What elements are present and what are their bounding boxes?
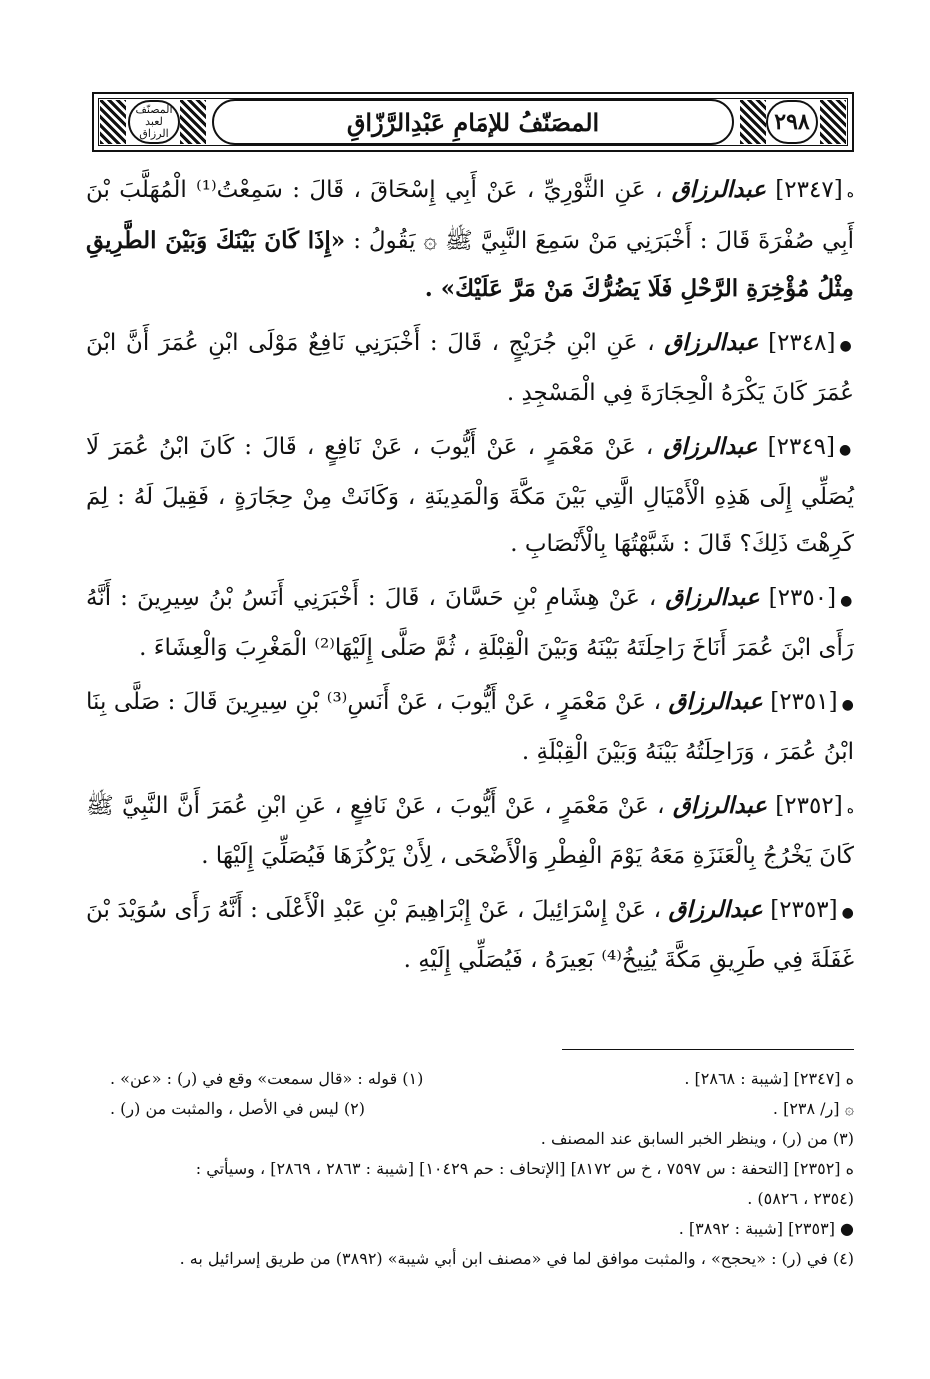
footnote: (٣) من (ر) ، وينظر الخبر السابق عند المصنف . — [540, 1129, 854, 1148]
hadith-number: [٢٣٤٧] — [775, 177, 843, 203]
hadith-text: ، عَنْ مَعْمَرٍ ، عَنْ أَيُّوبَ ، عَنْ أَنَسِ⁽³⁾ بْنِ سِيرِينَ قَالَ : صَلَّى بِنَا ابْنُ عُمَرَ ، وَرَاحِلَتُهُ بَيْنَهُ وَبَيْنَ الْقِبْلَةِ . — [86, 689, 854, 765]
hadith-marker: ● — [839, 442, 855, 458]
book-emblem: المصنّف لعبد الرزاق — [128, 100, 180, 144]
hadith-number: [٢٣٤٨] — [768, 330, 836, 356]
book-title: المصَنّفُ للإمَامِ عَبْدِالرَّزّاقِ — [212, 99, 734, 145]
ornament-pattern — [180, 100, 206, 144]
author-name: عبدالرزاق — [671, 176, 766, 203]
footnotes — [110, 1064, 854, 1274]
hadith-2347 — [86, 166, 854, 313]
author-name: عبدالرزاق — [668, 896, 763, 923]
hadith-number: [٢٣٥٠] — [768, 585, 837, 611]
footnote: ۞ [ر/ ٢٣٨] . — [772, 1099, 854, 1118]
hadith-marker: ● — [840, 593, 855, 609]
hadith-text: ، عَنْ مَعْمَرٍ ، عَنْ أَيُّوبَ ، عَنْ نَافِعٍ ، قَالَ : كَانَ ابْنُ عُمَرَ لَا يُصَلِّي إِلَى هَذِهِ الْأَمْيَالِ الَّتِي بَيْنَ مَكَّةَ وَالْمَدِينَةِ ، وَكَانَتْ مِنْ حِجَارَةٍ ، فَقِيلَ لَهُ : لِمَ كَرِهْتَ ذَلِكَ؟ قَالَ : شَبَّهْتُهَا بِالْأَنْصَابِ . — [86, 434, 854, 557]
ornament-pattern — [100, 100, 126, 144]
hadith-text: ، عَنِ ابْنِ جُرَيْجٍ ، قَالَ : أَخْبَرَنِي نَافِعٌ مَوْلَى ابْنِ عُمَرَ أَنَّ ابْنَ عُمَرَ كَانَ يَكْرَهُ الْحِجَارَةَ فِي الْمَسْجِدِ . — [86, 330, 854, 406]
ornament-pattern — [740, 100, 766, 144]
hadith-quote: «إِذَا كَانَ بَيْنَكَ وَبَيْنَ الطَّرِيقِ مِثْلُ مُؤْخِرَةِ الرَّحْلِ فَلَا يَضُرُّكَ مَنْ مَرَّ عَلَيْكَ» . — [86, 227, 854, 302]
hadith-number: [٢٣٥٢] — [775, 793, 843, 819]
hadith-marker: ه — [846, 185, 855, 201]
author-name: عبدالرزاق — [665, 584, 760, 611]
main-text — [86, 166, 854, 990]
footnote: (٢٣٥٤ ، ٥٨٢٦) . — [747, 1189, 854, 1208]
hadith-text: ، عَنِ الثَّوْرِيِّ ، عَنْ أَبِي إِسْحَاقَ ، قَالَ : سَمِعْتُ⁽¹⁾ الْمُهَلَّبَ بْنَ أَبِي صُفْرَةَ قَالَ : أَخْبَرَنِي مَنْ سَمِعَ النَّبِيَّ ﷺ ۞ يَقُولُ : — [86, 177, 855, 254]
hadith-number: [٢٣٤٩] — [767, 434, 836, 460]
hadith-2348 — [86, 319, 854, 417]
hadith-marker: ه — [846, 801, 855, 817]
hadith-text: ، عَنْ هِشَامِ بْنِ حَسَّانَ ، قَالَ : أَخْبَرَنِي أَنَسُ بْنُ سِيرِينَ : أَنَّهُ رَأَى ابْنَ عُمَرَ أَنَاخَ رَاحِلَتَهُ بَيْنَهُ وَبَيْنَ الْقِبْلَةِ ، ثُمَّ صَلَّى إِلَيْهَا⁽²⁾ الْمَغْرِبَ وَالْعِشَاءَ . — [86, 585, 854, 661]
footnote: (٤) في (ر) : «يحجح» ، والمثبت موافق لما في «مصنف ابن أبي شيبة» (٣٨٩٢) من طريق إسرائيل به . — [179, 1249, 854, 1268]
hadith-2350 — [86, 574, 854, 672]
footnote: ه [٢٣٤٧] [شيبة : ٢٨٦٨] . — [684, 1069, 854, 1088]
hadith-number: [٢٣٥٣] — [770, 897, 838, 923]
footnote: ه [٢٣٥٢] [التحفة : س ٧٥٩٧ ، خ س ٨١٧٢] [الإتحاف : حم ١٠٤٢٩] [شيبة : ٢٨٦٣ ، ٢٨٦٩] ، وسيأتي : — [195, 1159, 854, 1178]
hadith-text: ، عَنْ مَعْمَرٍ ، عَنْ أَيُّوبَ ، عَنْ نَافِعٍ ، عَنِ ابْنِ عُمَرَ أَنَّ النَّبِيَّ ﷺ كَانَ يَخْرُجُ بِالْعَنَزَةِ مَعَهُ يَوْمَ الْفِطْرِ وَالْأَضْحَى ، لِأَنْ يَرْكُزَهَا فَيُصَلِّيَ إِلَيْهَا . — [86, 793, 854, 869]
author-name: عبدالرزاق — [672, 792, 768, 819]
hadith-2353 — [86, 886, 854, 984]
footnote-row — [110, 1094, 854, 1124]
hadith-number: [٢٣٥١] — [770, 689, 838, 715]
footnote-separator — [562, 1049, 854, 1050]
hadith-text: ، عَنْ إِسْرَائِيلَ ، عَنْ إِبْرَاهِيمَ بْنِ عَبْدِ الْأَعْلَى : أَنَّهُ رَأَى سُوَيْدَ بْنَ غَفَلَةَ فِي طَرِيقِ مَكَّةَ يُنِيخُ⁽⁴⁾ بَعِيرَهُ ، فَيُصَلِّي إِلَيْهِ . — [86, 897, 854, 973]
hadith-marker: ● — [839, 338, 855, 354]
footnote: ● [٢٣٥٣] [شيبة : ٣٨٩٢] . — [678, 1219, 854, 1238]
author-name: عبدالرزاق — [664, 329, 759, 356]
page-number: ٢٩٨ — [766, 100, 818, 144]
hadith-2349 — [86, 423, 854, 568]
hadith-2352 — [86, 782, 854, 880]
author-name: عبدالرزاق — [668, 688, 763, 715]
hadith-marker: ● — [841, 905, 855, 921]
author-name: عبدالرزاق — [663, 433, 758, 460]
footnote: (٢) ليس في الأصل ، والمثبت من (ر) . — [110, 1099, 366, 1118]
hadith-2351 — [86, 678, 854, 776]
ornament-pattern — [820, 100, 846, 144]
footnote-row — [110, 1064, 854, 1094]
hadith-marker: ● — [841, 697, 855, 713]
footnote: (١) قوله : «قال سمعت» وقع في (ر) : «عن» . — [110, 1069, 424, 1088]
page-header — [92, 92, 854, 152]
